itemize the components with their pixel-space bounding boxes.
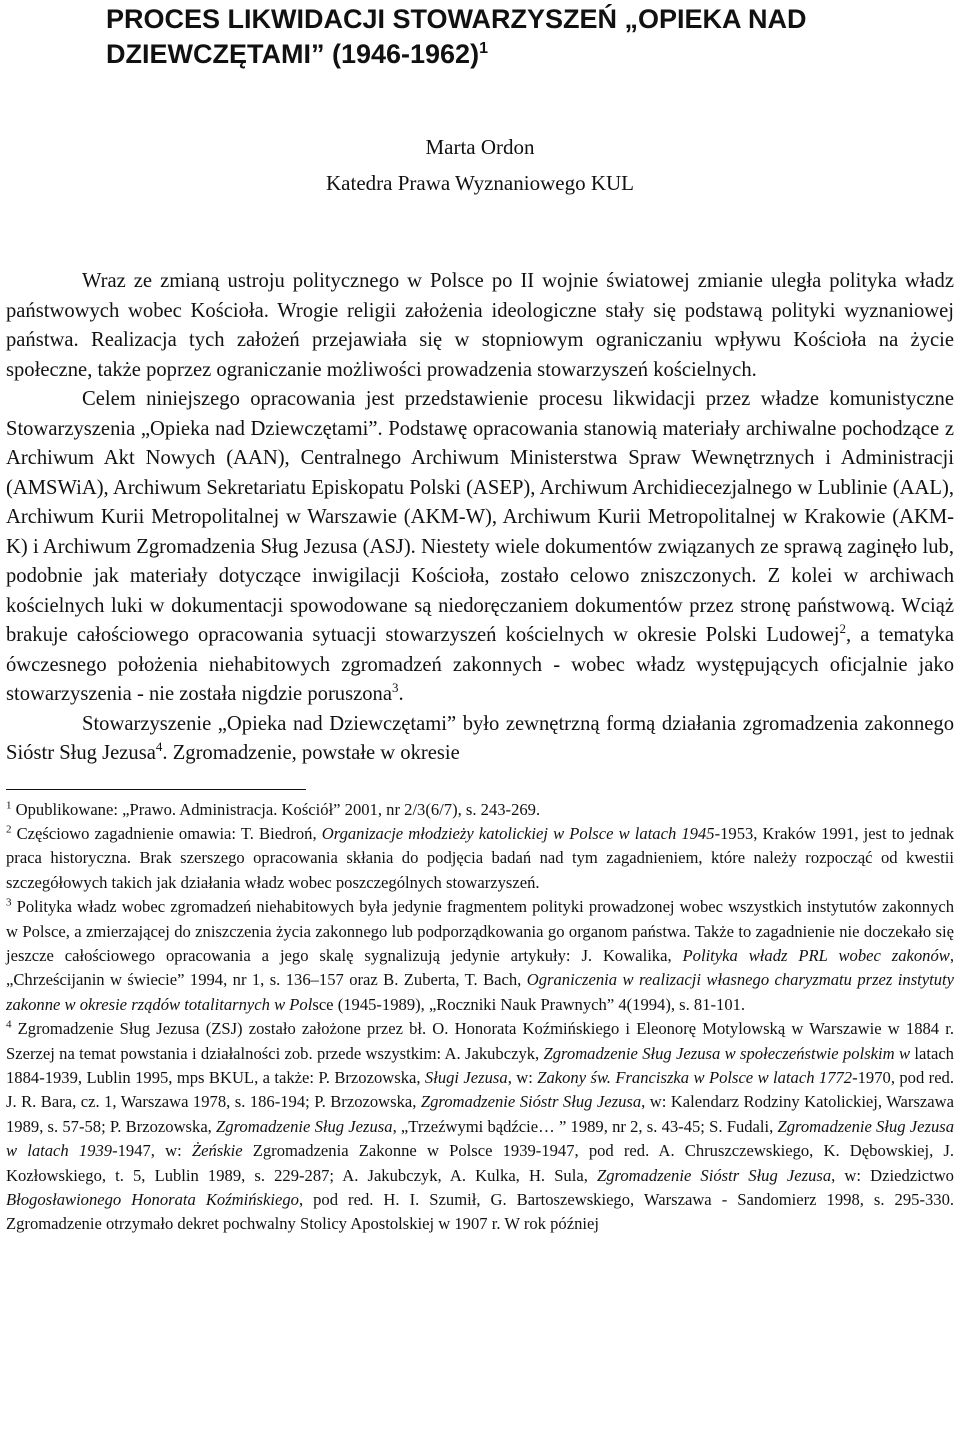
- body-text: [6, 267, 954, 769]
- footnote-4: $^4$ Zgromadzenie Sług Jezusa (ZSJ) zostało założone przez bł. O. Honorata Koźmińskiego i Eleonorę Motylowską w Warszawie w 1884 r. Szerzej na temat powstania i działalności zob. przede wszystkim: A. Jakubczyk, Zgromadzenie Sług Jezusa w społeczeństwie polskim w latach 1884-1939, Lublin 1995, mps BKUL, a także: P. Brzozowska, Sługi Jezusa, w: Zakony św. Franciszka w Polsce w latach 1772-1970, pod red. J. R. Bara, cz. 1, Warszawa 1978, s. 186-194; P. Brzozowska, Zgromadzenie Sióstr Sług Jezusa, w: Kalendarz Rodziny Katolickiej, Warszawa 1989, s. 57-58; P. Brzozowska, Zgromadzenie Sług Jezusa, „Trzeźwymi bądźcie… ” 1989, nr 2, s. 43-45; S. Fudali, Zgromadzenie Sług Jezusa w latach 1939-1947, w: Żeńskie Zgromadzenia Zakonne w Polsce 1939-1947, pod red. A. Chruszczewskiego, K. Dębowskiej, J. Kozłowskiego, t. 5, Lublin 1989, s. 229-287; A. Jakubczyk, A. Kulka, H. Sula, Zgromadzenie Sióstr Sług Jezusa, w: Dziedzictwo Błogosławionego Honorata Koźmińskiego, pod red. H. I. Szumił, G. Bartoszewskiego, Warszawa - Sandomierz 1998, s. 295-330. Zgromadzenie otrzymało dekret pochwalny Stolicy Apostolskiej w 1907 r. W rok później: [6, 1018, 955, 1234]
- footnote-2: $^2$ Częściowo zagadnienie omawia: T. Biedroń, Organizacje młodzieży katolickiej w Polsce w latach 1945-1953, Kraków 1991, jest to jednak praca historyczna. Brak szerszego opracowania skłania do podjęcia badań nad tym zagadnieniem, które należy rozpocząć od kwestii szczegółowych takich jak działania władz wobec poszczególnych stowarzyszeń.: [6, 823, 954, 892]
- author-affiliation: Katedra Prawa Wyznaniowego KUL: [326, 171, 634, 195]
- paragraph-1: Wraz ze zmianą ustroju politycznego w Polsce po II wojnie światowej zmianie uległa polityka władz państwowych wobec Kościoła. Wrogie religii założenia ideologiczne stały się podstawą polityki wyznaniowej państwa. Realizacja tych założeń przejawiała się w stopniowym ograniczaniu wpływu Kościoła na życie społeczne, także poprzez ograniczanie możliwości prowadzenia stowarzyszeń kościelnych.: [6, 270, 954, 381]
- footnote-3: $^3$ Polityka władz wobec zgromadzeń niehabitowych była jedynie fragmentem polityki prowadzonej wobec wszystkich instytutów zakonnych w Polsce, a zmierzającej do zniszczenia życia zakonnego lub podporządkowania go organom państwa. Także to zagadnienie nie doczekało się jeszcze całościowego opracowania a jego skalę sygnalizują jedynie artykuły: J. Kowalika, Polityka władz PRL wobec zakonów, „Chrześcijanin w świecie” 1994, nr 1, s. 136–157 oraz B. Zuberta, T. Bach, Ograniczenia w realizacji własnego charyzmatu przez instytuty zakonne w okresie rządów totalitarnych w Polsce (1945-1989), „Roczniki Nauk Prawnych” 4(1994), s. 81-101.: [6, 896, 955, 1014]
- paragraph-2: Celem niniejszego opracowania jest przedstawienie procesu likwidacji przez władze komunistyczne Stowarzyszenia „Opieka nad Dziewczętami”. Podstawę opracowania stanowią materiały archiwalne pochodzące z Archiwum Akt Nowych (AAN), Centralnego Archiwum Ministerstwa Spraw Wewnętrznych i Administracji (AMSWiA), Archiwum Sekretariatu Episkopatu Polski (ASEP), Archiwum Archidiecezjalnego w Lublinie (AAL), Archiwum Kurii Metropolitalnej w Warszawie (AKM-W), Archiwum Kurii Metropolitalnej w Krakowie (AKM-K) i Archiwum Zgromadzenia Sług Jezusa (ASJ). Niestety wiele dokumentów związanych ze sprawą zaginęło lub, podobnie jak materiały dotyczące inwigilacji Kościoła, zostało celowo zniszczonych. Z kolei w archiwach kościelnych luki w dokumentacji spowodowane są niedoręczaniem dokumentów przez stronę państwową. Wciąż brakuje całościowego opracowania sytuacji stowarzyszeń kościelnych w okresie Polski Ludowej$^2$, a tematyka ówczesnego położenia niehabitowych zgromadzeń zakonnych - wobec władz występujących oficjalnie jako stowarzyszenia - nie została nigdzie poruszona$^3$.: [6, 388, 954, 705]
- document-title: [6, 0, 954, 72]
- title-text: PROCES LIKWIDACJI STOWARZYSZEŃ „OPIEKA NAD DZIEWCZĘTAMI” (1946-1962): [106, 4, 807, 69]
- footnote-ref-3: 3: [391, 680, 399, 696]
- author-name: Marta Ordon: [425, 135, 535, 159]
- footnote-ref-2: 2: [839, 621, 846, 637]
- footnote-ref-4: 4: [155, 739, 163, 755]
- footnote-1: $^1$ Opublikowane: „Prawo. Administracja. Kościół” 2001, nr 2/3(6/7), s. 243-269.: [6, 798, 541, 819]
- footnotes: [6, 798, 954, 1237]
- byline: [6, 129, 954, 201]
- footnote-separator: [6, 789, 306, 790]
- paragraph-3: Stowarzyszenie „Opieka nad Dziewczętami” było zewnętrzną formą działania zgromadzenia zakonnego Sióstr Sług Jezusa$^4$. Zgromadzenie, powstałe w okresie: [6, 712, 954, 764]
- footnote-ref-1: 1: [479, 40, 488, 57]
